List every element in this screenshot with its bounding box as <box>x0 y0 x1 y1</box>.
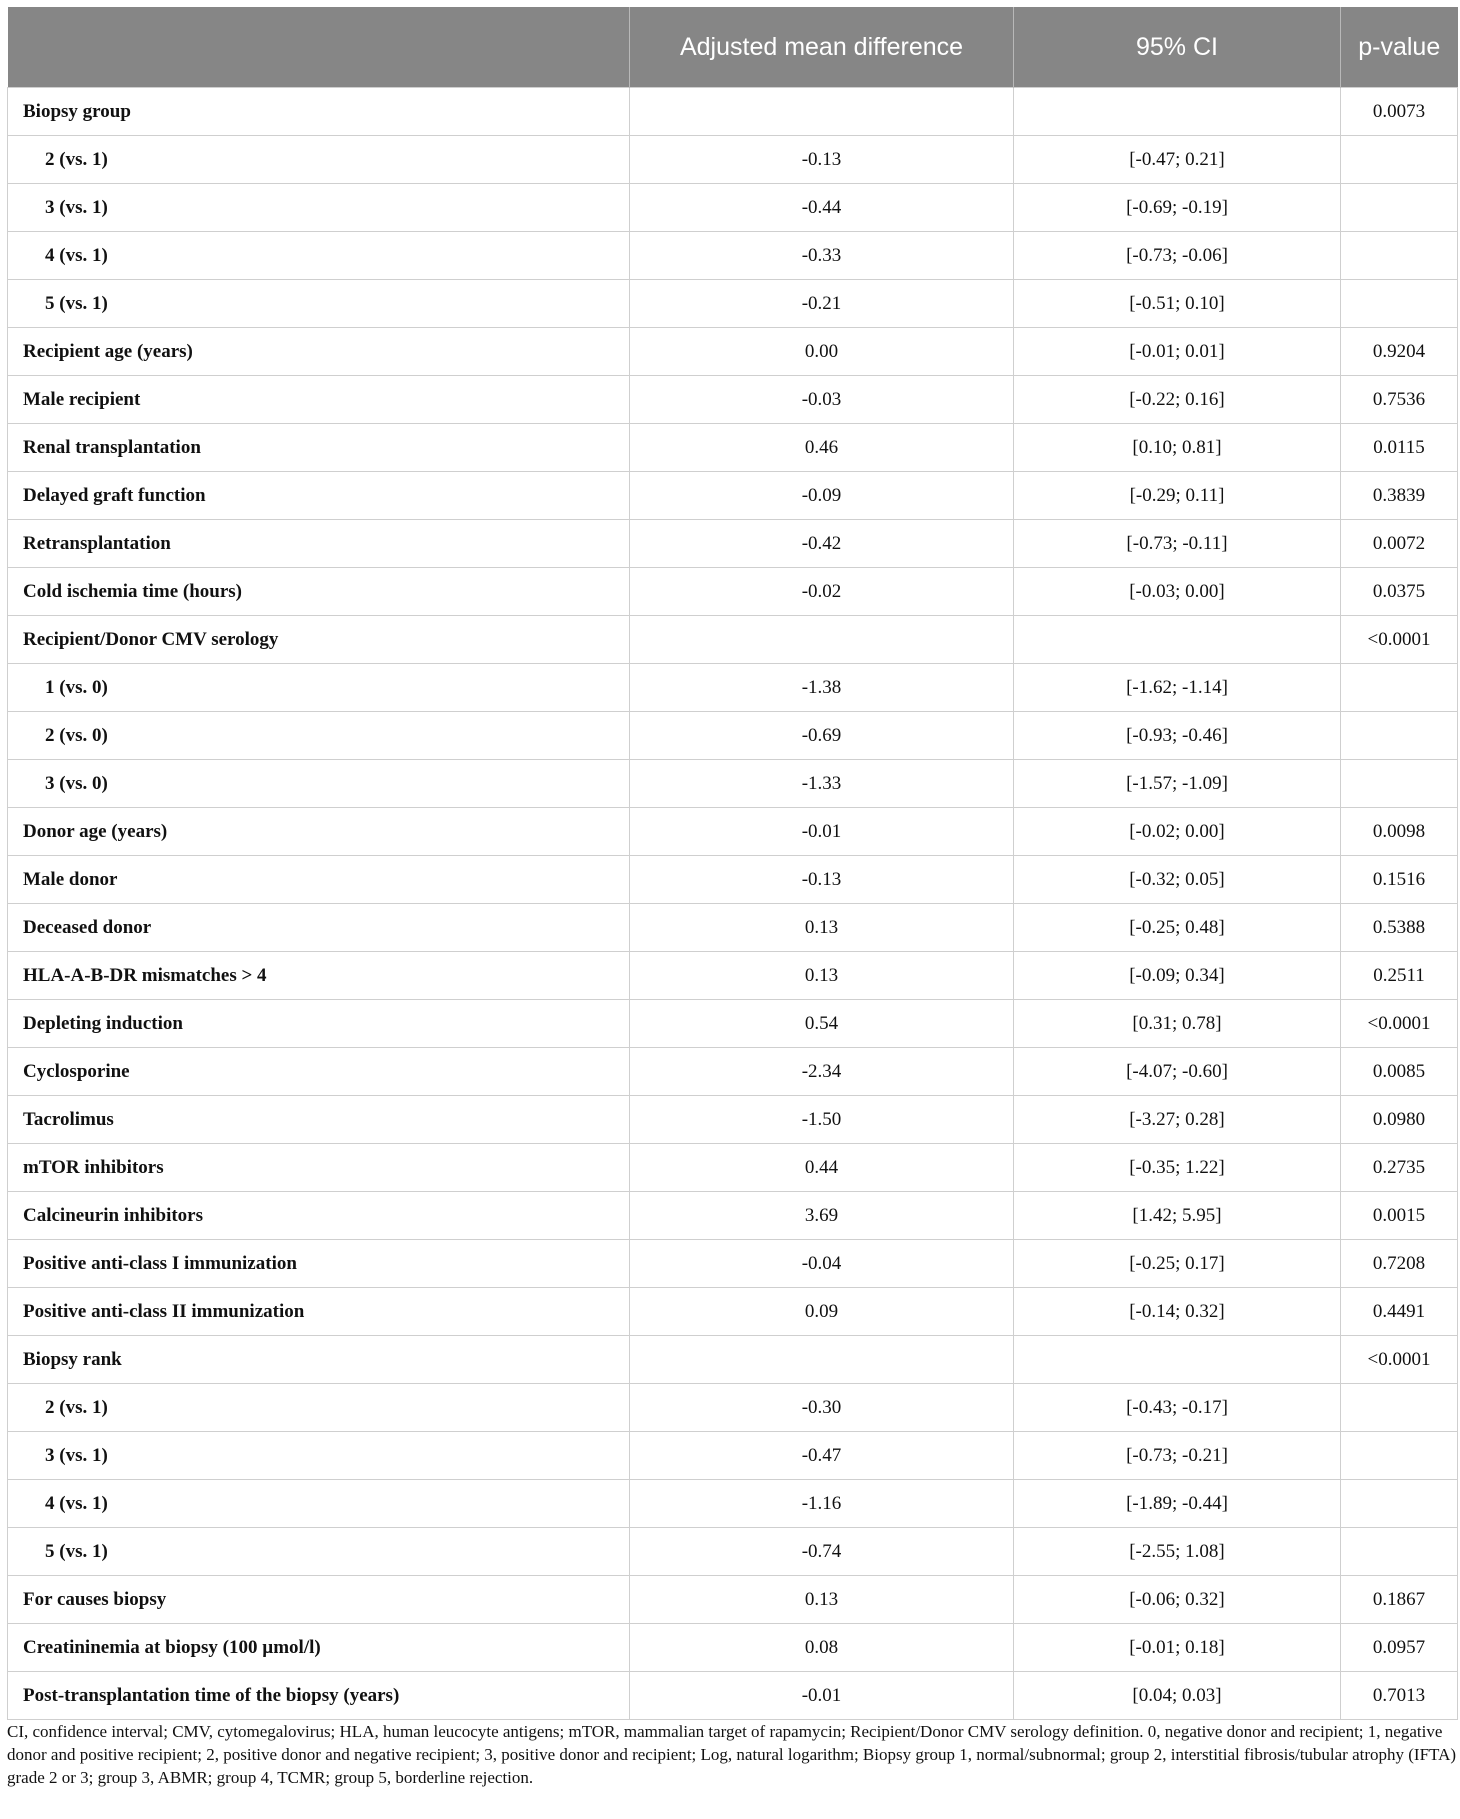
ci-cell: [-1.89; -0.44] <box>1014 1480 1341 1528</box>
table-row <box>8 520 1458 568</box>
table-footnote: CI, confidence interval; CMV, cytomegalovirus; HLA, human leucocyte antigens; mTOR, mammalian target of rapamycin; Recipient/Donor CMV serology definition. 0, negative donor and recipient; 1, negative donor and positive recipient; 2, positive donor and negative recipient; 3, positive donor and recipient; Log, natural logarithm; Biopsy group 1, normal/subnormal; group 2, interstitial fibrosis/tubular atrophy (IFTA) grade 2 or 3; group 3, ABMR; group 4, TCMR; group 5, borderline rejection. <box>7 1722 1457 1787</box>
row-label: Donor age (years) <box>8 808 630 856</box>
row-label: Recipient/Donor CMV serology <box>8 616 630 664</box>
table-row <box>8 1528 1458 1576</box>
ci-cell: [-0.25; 0.17] <box>1014 1240 1341 1288</box>
adjusted-mean-difference-cell: -1.50 <box>630 1096 1014 1144</box>
adjusted-mean-difference-cell: -0.74 <box>630 1528 1014 1576</box>
p-value-cell: 0.5388 <box>1341 904 1458 952</box>
p-value-cell: <0.0001 <box>1341 1336 1458 1384</box>
p-value-cell: 0.3839 <box>1341 472 1458 520</box>
table-row <box>8 664 1458 712</box>
ci-cell: [-0.03; 0.00] <box>1014 568 1341 616</box>
table-row <box>8 952 1458 1000</box>
adjusted-mean-difference-cell: 3.69 <box>630 1192 1014 1240</box>
row-label: 4 (vs. 1) <box>8 232 630 280</box>
row-label: Positive anti-class I immunization <box>8 1240 630 1288</box>
ci-cell: [-1.62; -1.14] <box>1014 664 1341 712</box>
ci-cell: [-0.69; -0.19] <box>1014 184 1341 232</box>
ci-cell <box>1014 616 1341 664</box>
row-label: Renal transplantation <box>8 424 630 472</box>
ci-cell: [-4.07; -0.60] <box>1014 1048 1341 1096</box>
p-value-cell: 0.0980 <box>1341 1096 1458 1144</box>
row-label: Calcineurin inhibitors <box>8 1192 630 1240</box>
ci-cell: [-0.01; 0.01] <box>1014 328 1341 376</box>
row-label: For causes biopsy <box>8 1576 630 1624</box>
table-row <box>8 1384 1458 1432</box>
table-row <box>8 712 1458 760</box>
adjusted-mean-difference-cell: -1.38 <box>630 664 1014 712</box>
ci-cell: [-0.51; 0.10] <box>1014 280 1341 328</box>
results-table <box>7 7 1458 1720</box>
adjusted-mean-difference-cell: -0.04 <box>630 1240 1014 1288</box>
p-value-cell: <0.0001 <box>1341 1000 1458 1048</box>
adjusted-mean-difference-cell: -0.21 <box>630 280 1014 328</box>
adjusted-mean-difference-cell: 0.13 <box>630 1576 1014 1624</box>
p-value-cell <box>1341 1432 1458 1480</box>
p-value-cell: <0.0001 <box>1341 616 1458 664</box>
p-value-cell: 0.7013 <box>1341 1672 1458 1720</box>
ci-cell: [-0.43; -0.17] <box>1014 1384 1341 1432</box>
adjusted-mean-difference-cell: -0.01 <box>630 1672 1014 1720</box>
row-label: 2 (vs. 1) <box>8 1384 630 1432</box>
p-value-cell <box>1341 184 1458 232</box>
table-row <box>8 856 1458 904</box>
row-label: Post-transplantation time of the biopsy (years) <box>8 1672 630 1720</box>
adjusted-mean-difference-cell: -0.13 <box>630 856 1014 904</box>
adjusted-mean-difference-cell <box>630 1336 1014 1384</box>
table-row <box>8 1288 1458 1336</box>
table-row <box>8 1672 1458 1720</box>
adjusted-mean-difference-cell: -2.34 <box>630 1048 1014 1096</box>
adjusted-mean-difference-cell: 0.08 <box>630 1624 1014 1672</box>
header-row <box>8 7 1458 88</box>
ci-cell <box>1014 88 1341 136</box>
table-row <box>8 88 1458 136</box>
p-value-cell: 0.1867 <box>1341 1576 1458 1624</box>
adjusted-mean-difference-cell: -0.13 <box>630 136 1014 184</box>
p-value-cell: 0.0085 <box>1341 1048 1458 1096</box>
ci-cell: [-0.73; -0.11] <box>1014 520 1341 568</box>
table-row <box>8 424 1458 472</box>
ci-cell: [-0.01; 0.18] <box>1014 1624 1341 1672</box>
adjusted-mean-difference-cell: -0.44 <box>630 184 1014 232</box>
p-value-cell: 0.0015 <box>1341 1192 1458 1240</box>
ci-cell: [-0.73; -0.06] <box>1014 232 1341 280</box>
ci-cell: [0.31; 0.78] <box>1014 1000 1341 1048</box>
adjusted-mean-difference-cell: -0.30 <box>630 1384 1014 1432</box>
adjusted-mean-difference-cell: -0.69 <box>630 712 1014 760</box>
adjusted-mean-difference-cell: -0.03 <box>630 376 1014 424</box>
ci-cell: [-0.32; 0.05] <box>1014 856 1341 904</box>
adjusted-mean-difference-cell: -1.33 <box>630 760 1014 808</box>
p-value-cell: 0.7208 <box>1341 1240 1458 1288</box>
row-label: mTOR inhibitors <box>8 1144 630 1192</box>
adjusted-mean-difference-cell <box>630 616 1014 664</box>
p-value-cell: 0.7536 <box>1341 376 1458 424</box>
row-label: 1 (vs. 0) <box>8 664 630 712</box>
ci-cell: [-0.35; 1.22] <box>1014 1144 1341 1192</box>
table-row <box>8 184 1458 232</box>
ci-cell: [-0.06; 0.32] <box>1014 1576 1341 1624</box>
table-row <box>8 1048 1458 1096</box>
row-label: 4 (vs. 1) <box>8 1480 630 1528</box>
ci-cell: [-0.29; 0.11] <box>1014 472 1341 520</box>
ci-cell <box>1014 1336 1341 1384</box>
p-value-cell: 0.2511 <box>1341 952 1458 1000</box>
table-row <box>8 1336 1458 1384</box>
row-label: Recipient age (years) <box>8 328 630 376</box>
ci-cell: [-0.25; 0.48] <box>1014 904 1341 952</box>
adjusted-mean-difference-cell: 0.54 <box>630 1000 1014 1048</box>
adjusted-mean-difference-cell: 0.09 <box>630 1288 1014 1336</box>
ci-cell: [-0.73; -0.21] <box>1014 1432 1341 1480</box>
table-row <box>8 1624 1458 1672</box>
table-body <box>8 88 1458 1720</box>
p-value-cell: 0.4491 <box>1341 1288 1458 1336</box>
row-label: 3 (vs. 0) <box>8 760 630 808</box>
header-adjusted-mean-difference: Adjusted mean difference <box>630 7 1014 88</box>
table-row <box>8 136 1458 184</box>
p-value-cell: 0.0098 <box>1341 808 1458 856</box>
p-value-cell <box>1341 1528 1458 1576</box>
p-value-cell <box>1341 232 1458 280</box>
p-value-cell <box>1341 760 1458 808</box>
p-value-cell: 0.2735 <box>1341 1144 1458 1192</box>
p-value-cell <box>1341 1480 1458 1528</box>
adjusted-mean-difference-cell: -0.09 <box>630 472 1014 520</box>
row-label: Cyclosporine <box>8 1048 630 1096</box>
ci-cell: [-0.09; 0.34] <box>1014 952 1341 1000</box>
adjusted-mean-difference-cell: 0.13 <box>630 952 1014 1000</box>
ci-cell: [0.10; 0.81] <box>1014 424 1341 472</box>
header-p-value: p-value <box>1341 7 1458 88</box>
row-label: 5 (vs. 1) <box>8 1528 630 1576</box>
row-label: HLA-A-B-DR mismatches > 4 <box>8 952 630 1000</box>
adjusted-mean-difference-cell: -0.01 <box>630 808 1014 856</box>
table-row <box>8 1144 1458 1192</box>
row-label: 5 (vs. 1) <box>8 280 630 328</box>
table-row <box>8 376 1458 424</box>
row-label: Delayed graft function <box>8 472 630 520</box>
header-variable <box>8 7 630 88</box>
ci-cell: [-0.93; -0.46] <box>1014 712 1341 760</box>
row-label: Deceased donor <box>8 904 630 952</box>
table-row <box>8 808 1458 856</box>
header-95-ci: 95% CI <box>1014 7 1341 88</box>
adjusted-mean-difference-cell: -0.02 <box>630 568 1014 616</box>
p-value-cell <box>1341 1384 1458 1432</box>
ci-cell: [-0.14; 0.32] <box>1014 1288 1341 1336</box>
row-label: Male donor <box>8 856 630 904</box>
table-row <box>8 568 1458 616</box>
table-row <box>8 760 1458 808</box>
p-value-cell: 0.0957 <box>1341 1624 1458 1672</box>
row-label: Tacrolimus <box>8 1096 630 1144</box>
row-label: 3 (vs. 1) <box>8 1432 630 1480</box>
table-row <box>8 1480 1458 1528</box>
adjusted-mean-difference-cell: 0.13 <box>630 904 1014 952</box>
ci-cell: [-1.57; -1.09] <box>1014 760 1341 808</box>
row-label: Cold ischemia time (hours) <box>8 568 630 616</box>
table-row <box>8 616 1458 664</box>
adjusted-mean-difference-cell: -0.47 <box>630 1432 1014 1480</box>
ci-cell: [-0.47; 0.21] <box>1014 136 1341 184</box>
table-row <box>8 1240 1458 1288</box>
table-row <box>8 328 1458 376</box>
p-value-cell: 0.9204 <box>1341 328 1458 376</box>
p-value-cell: 0.0375 <box>1341 568 1458 616</box>
adjusted-mean-difference-cell: 0.44 <box>630 1144 1014 1192</box>
row-label: Biopsy group <box>8 88 630 136</box>
row-label: 2 (vs. 0) <box>8 712 630 760</box>
p-value-cell <box>1341 136 1458 184</box>
adjusted-mean-difference-cell: -1.16 <box>630 1480 1014 1528</box>
p-value-cell <box>1341 712 1458 760</box>
row-label: Biopsy rank <box>8 1336 630 1384</box>
row-label: Creatininemia at biopsy (100 µmol/l) <box>8 1624 630 1672</box>
adjusted-mean-difference-cell: -0.33 <box>630 232 1014 280</box>
table-row <box>8 472 1458 520</box>
table-row <box>8 1000 1458 1048</box>
table-row <box>8 1576 1458 1624</box>
p-value-cell: 0.0073 <box>1341 88 1458 136</box>
p-value-cell <box>1341 664 1458 712</box>
table-row <box>8 1192 1458 1240</box>
ci-cell: [1.42; 5.95] <box>1014 1192 1341 1240</box>
adjusted-mean-difference-cell <box>630 88 1014 136</box>
p-value-cell: 0.0115 <box>1341 424 1458 472</box>
adjusted-mean-difference-cell: -0.42 <box>630 520 1014 568</box>
table-row <box>8 232 1458 280</box>
adjusted-mean-difference-cell: 0.00 <box>630 328 1014 376</box>
table-row <box>8 904 1458 952</box>
adjusted-mean-difference-cell: 0.46 <box>630 424 1014 472</box>
ci-cell: [-0.22; 0.16] <box>1014 376 1341 424</box>
results-table-container <box>7 7 1457 1720</box>
row-label: 2 (vs. 1) <box>8 136 630 184</box>
ci-cell: [-0.02; 0.00] <box>1014 808 1341 856</box>
row-label: Depleting induction <box>8 1000 630 1048</box>
ci-cell: [-3.27; 0.28] <box>1014 1096 1341 1144</box>
row-label: 3 (vs. 1) <box>8 184 630 232</box>
p-value-cell: 0.0072 <box>1341 520 1458 568</box>
row-label: Positive anti-class II immunization <box>8 1288 630 1336</box>
p-value-cell: 0.1516 <box>1341 856 1458 904</box>
row-label: Retransplantation <box>8 520 630 568</box>
ci-cell: [-2.55; 1.08] <box>1014 1528 1341 1576</box>
row-label: Male recipient <box>8 376 630 424</box>
table-row <box>8 1096 1458 1144</box>
table-row <box>8 1432 1458 1480</box>
ci-cell: [0.04; 0.03] <box>1014 1672 1341 1720</box>
table-header <box>8 7 1458 88</box>
p-value-cell <box>1341 280 1458 328</box>
table-row <box>8 280 1458 328</box>
